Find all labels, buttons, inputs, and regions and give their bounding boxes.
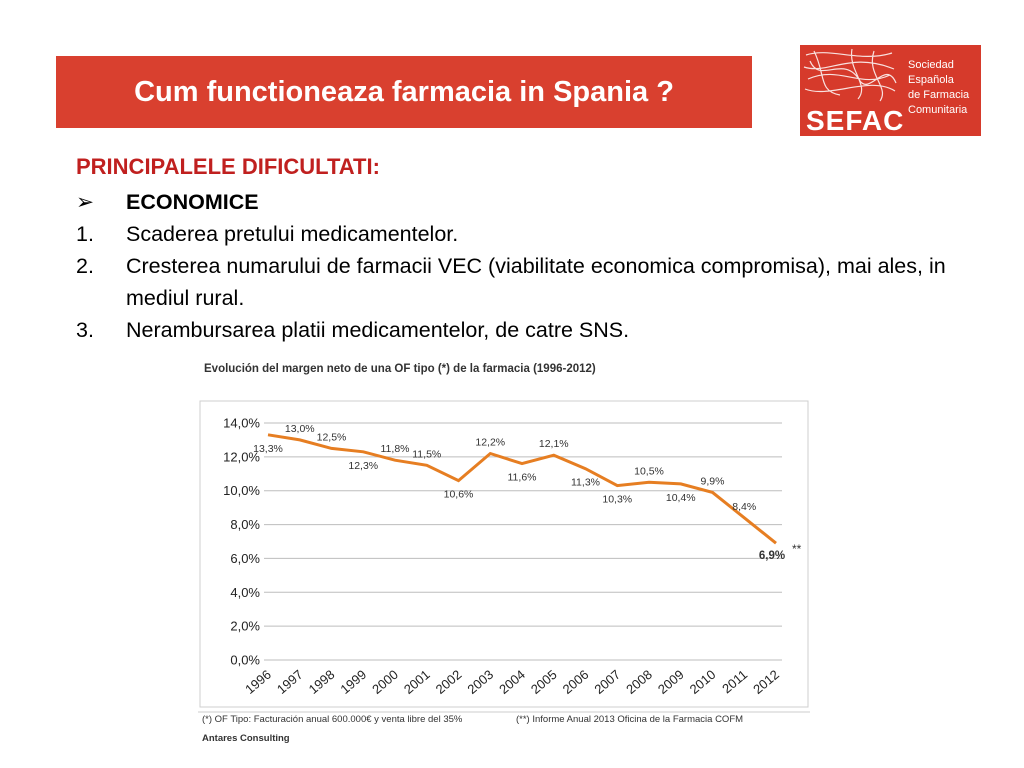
data-label: 11,8% [380, 443, 410, 456]
data-label: 11,5% [412, 448, 442, 461]
list-item [76, 250, 976, 314]
section-heading: PRINCIPALELE DIFICULTATI: [76, 154, 380, 179]
data-label: 11,6% [507, 471, 537, 484]
x-tick-label: 2003 [464, 666, 497, 697]
list-number: 3. [76, 318, 94, 342]
data-label: 12,1% [538, 438, 569, 451]
sefac-logo [800, 45, 981, 136]
data-label: 13,0% [284, 422, 315, 435]
y-tick-label: 6,0% [230, 550, 260, 566]
x-tick-label: 2008 [623, 666, 655, 697]
y-tick-label: 4,0% [230, 584, 260, 600]
y-tick-label: 0,0% [230, 652, 260, 668]
data-label: 10,3% [602, 493, 633, 506]
x-tick-label: 1996 [242, 666, 274, 697]
y-tick-label: 2,0% [230, 618, 260, 634]
y-tick-label: 12,0% [223, 449, 260, 465]
data-label: 9,9% [700, 475, 725, 488]
list-item [76, 218, 976, 250]
x-tick-label: 2004 [496, 666, 528, 697]
data-label: 6,9% [758, 550, 786, 563]
x-tick-label: 2011 [719, 666, 751, 697]
data-label: 13,3% [253, 442, 283, 455]
data-label: 10,4% [665, 491, 696, 504]
footnote-right: (**) Informe Anual 2013 Oficina de la Farmacia COFM [516, 714, 744, 725]
y-tick-label: 10,0% [223, 483, 260, 499]
slide-title: Cum functioneaza farmacia in Spania ? [134, 75, 674, 108]
footnote-left: (*) OF Tipo: Facturación anual 600.000€ y venta libre del 35% [202, 714, 463, 725]
x-tick-label: 1998 [305, 666, 338, 697]
x-tick-label: 2001 [400, 666, 433, 697]
x-tick-label: 2007 [591, 666, 624, 697]
chart-title: Evolución del margen neto de una OF tipo (*) de la farmacia (1996-2012) [204, 363, 596, 375]
logo-line: de Farmacia [908, 89, 970, 101]
x-tick-label: 2009 [654, 666, 687, 697]
logo-wordmark: SEFAC [806, 105, 905, 136]
bullet-row [76, 186, 976, 218]
y-tick-label: 8,0% [230, 517, 260, 533]
list-text: Nerambursarea platii medicamentelor, de catre SNS. [126, 318, 630, 342]
x-tick-label: 2000 [369, 666, 401, 697]
data-label: 12,3% [348, 459, 379, 472]
data-label: 8,4% [732, 500, 757, 513]
x-tick-label: 2012 [750, 666, 782, 697]
x-tick-label: 2010 [686, 666, 719, 697]
y-tick-label: 14,0% [223, 415, 260, 431]
data-label: 12,5% [316, 431, 347, 444]
data-label: 10,5% [634, 465, 664, 478]
x-tick-label: 1999 [337, 666, 370, 697]
x-tick-label: 2002 [432, 666, 465, 697]
logo-text [908, 58, 969, 118]
data-label: 11,3% [571, 476, 600, 489]
data-label: 12,2% [475, 436, 506, 449]
data-label: 10,6% [443, 488, 474, 501]
final-marker: ** [792, 542, 802, 557]
slide-body [76, 154, 976, 346]
logo-line: Comunitaria [908, 104, 968, 116]
x-tick-label: 2005 [527, 666, 560, 697]
logo-line: Española [908, 74, 954, 86]
chart [198, 358, 818, 750]
bullet-label: ECONOMICE [126, 190, 259, 214]
list-text: Cresterea numarului de farmacii VEC (viabilitate economica compromisa), mai ales, in mediul rural. [126, 254, 946, 310]
list-item [76, 314, 976, 346]
list-text: Scaderea pretului medicamentelor. [126, 222, 459, 246]
list-number: 2. [76, 254, 94, 278]
logo-line: Sociedad [908, 59, 954, 71]
arrow-bullet-icon: ➢ [76, 190, 95, 214]
margin-line-chart [198, 358, 818, 750]
x-tick-label: 1997 [273, 666, 306, 697]
x-tick-label: 2006 [559, 666, 592, 697]
slide-title-bar [56, 56, 752, 128]
list-number: 1. [76, 222, 94, 246]
chart-source: Antares Consulting [202, 733, 290, 744]
